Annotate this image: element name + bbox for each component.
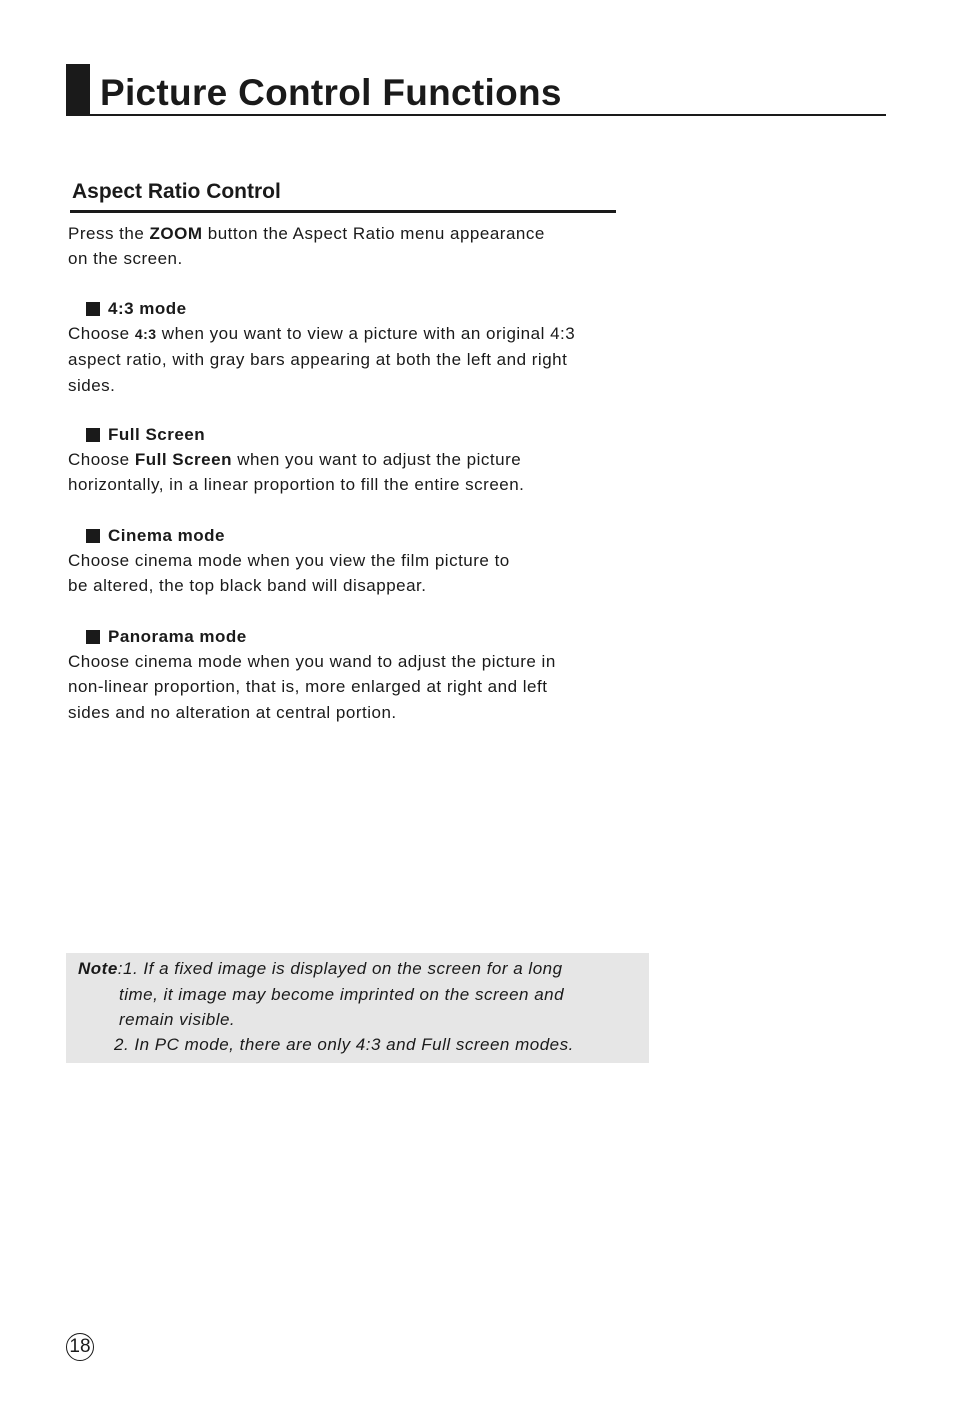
note-label: Note [78,959,118,978]
page-number: 18 [66,1333,94,1361]
desc-text: when you want to view a picture with an original 4:3 [156,324,576,343]
intro-paragraph [68,221,648,272]
desc-text: Choose [68,324,135,343]
mode-description-full-screen [68,447,648,498]
desc-text: non-linear proportion, that is, more enlarged at right and left [68,677,548,697]
desc-text: sides. [68,375,116,395]
intro-text-cont: button the Aspect Ratio menu appearance [202,224,545,243]
square-bullet-icon [86,302,100,316]
intro-text: Press the [68,224,150,243]
desc-text: aspect ratio, with gray bars appearing at both the left and right [68,350,568,370]
mode-heading-4-3 [86,298,187,320]
page-title: Picture Control Functions [100,72,562,113]
note-text: :1. If a fixed image is displayed on the screen for a long [117,959,563,978]
note-line-2: time, it image may become imprinted on the screen and [119,985,565,1004]
mode-heading-label: Full Screen [108,425,206,444]
desc-text: sides and no alteration at central portion. [68,702,397,722]
note-line-4: 2. In PC mode, there are only 4:3 and Full screen modes. [114,1035,574,1054]
desc-text: Choose [68,450,135,469]
title-accent-block [66,64,90,116]
mode-heading-cinema [86,525,225,547]
desc-text: Choose cinema mode when you wand to adjust the picture in [68,652,556,671]
mode-heading-label: Panorama mode [108,627,247,646]
mode-heading-label: 4:3 mode [108,299,187,318]
intro-text-line2: on the screen. [68,249,183,269]
desc-text: when you want to adjust the picture [231,450,522,469]
square-bullet-icon [86,630,100,644]
note-line-3: remain visible. [119,1010,236,1029]
section-title: Aspect Ratio Control [72,180,281,203]
section-underline [70,210,616,213]
mode-heading-full-screen [86,424,205,446]
desc-keyword: 4:3 [134,326,157,342]
mode-description-cinema [68,548,648,599]
zoom-keyword: ZOOM [149,224,203,243]
desc-text: horizontally, in a linear proportion to fill the entire screen. [68,475,525,495]
square-bullet-icon [86,428,100,442]
square-bullet-icon [86,529,100,543]
note-box [66,953,649,1063]
desc-text: Choose cinema mode when you view the film picture to [68,551,510,570]
mode-heading-label: Cinema mode [108,526,225,545]
note-line-1 [78,956,563,981]
mode-description-4-3 [68,321,648,398]
title-underline [66,114,886,116]
mode-description-panorama [68,649,648,725]
mode-heading-panorama [86,626,247,648]
desc-keyword: Full Screen [134,450,232,469]
desc-text: be altered, the top black band will disappear. [68,576,427,596]
